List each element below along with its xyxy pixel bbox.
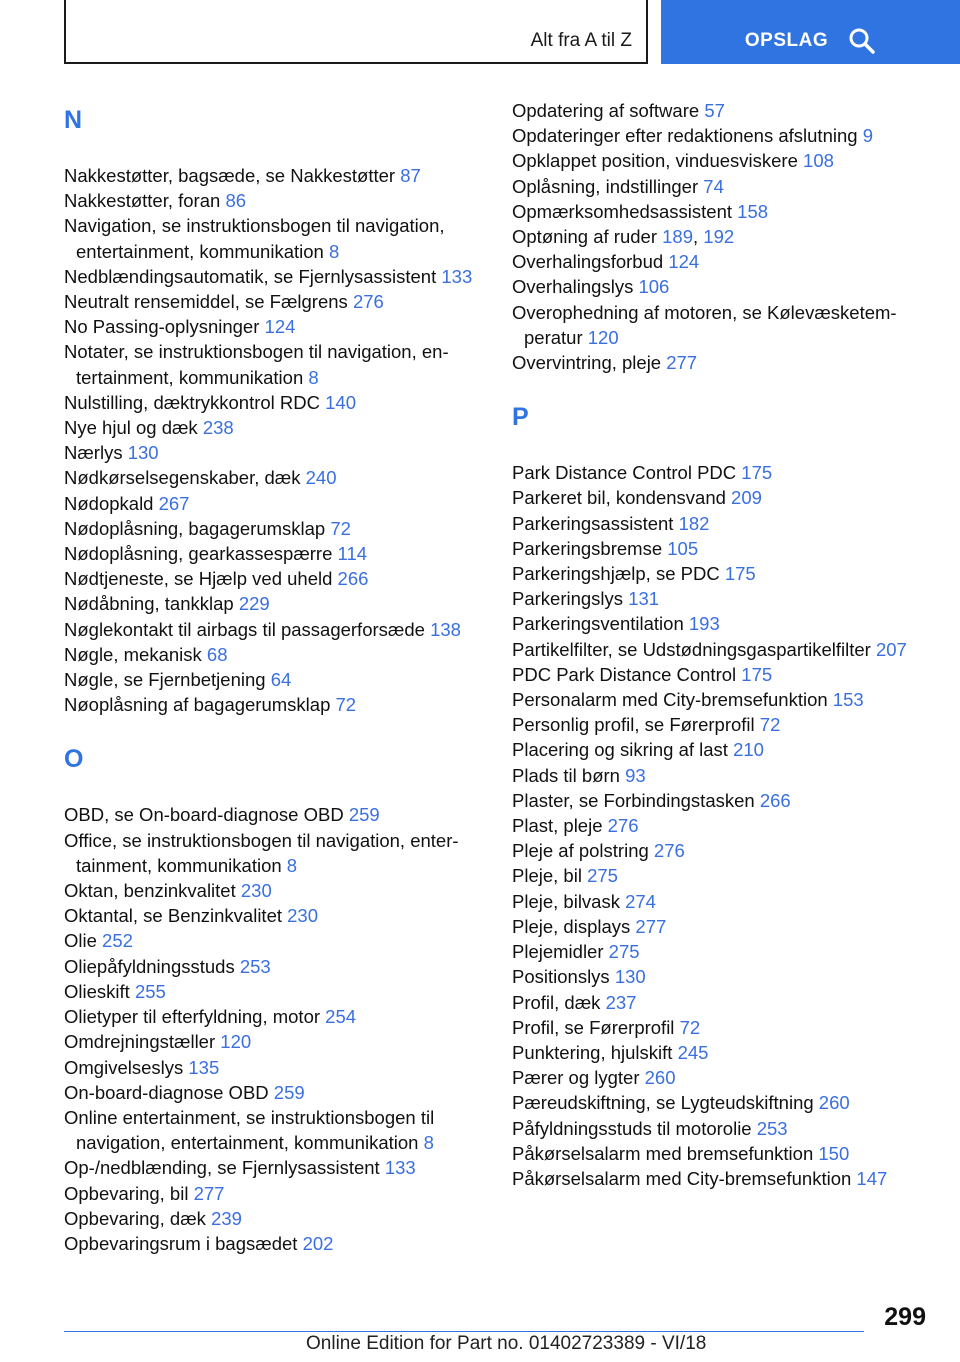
index-entry: [64, 1155, 484, 1180]
index-entry: [512, 1090, 932, 1115]
index-entry-text: Nøgle, se Fjernbetjening: [64, 669, 271, 691]
index-entry-text: Påfyldningsstuds til motorolie: [512, 1117, 757, 1139]
index-entry: [64, 1080, 484, 1105]
page-reference-link[interactable]: 147: [856, 1167, 888, 1189]
index-entry: [512, 249, 932, 274]
page-reference-link[interactable]: 209: [731, 487, 762, 509]
index-entry: [512, 98, 932, 123]
index-entry-text: Nødtjeneste, se Hjælp ved uheld: [64, 568, 338, 590]
index-entry-text: Partikelfilter, se Udstødningsgaspartikelfilter: [512, 638, 876, 660]
index-entry: [64, 415, 484, 440]
page-reference-link[interactable]: 72: [759, 714, 781, 736]
index-entry-text: Olietyper til efterfyldning, motor: [64, 1006, 326, 1028]
index-entry-text: Office, se instruktionsbogen til navigation, entertainment, kommunikation: [64, 829, 459, 876]
page-reference-link[interactable]: 240: [305, 467, 337, 489]
page-reference-link[interactable]: 266: [759, 789, 791, 811]
index-entry: [64, 1105, 484, 1155]
header-tab-alt-fra-a-til-z[interactable]: [64, 0, 648, 64]
header-tab-opslag-label[interactable]: OPSLAG: [744, 30, 829, 51]
index-entry-text: Pærer og lygter: [512, 1067, 645, 1089]
index-entry-text: Nødoplåsning, gearkassespærre: [64, 543, 338, 565]
page-reference-link[interactable]: 9: [862, 125, 873, 147]
index-entry: [64, 339, 484, 389]
index-entry: [512, 511, 932, 536]
page-reference-link[interactable]: 277: [193, 1182, 225, 1204]
index-entry: [512, 1065, 932, 1090]
page-reference-link[interactable]: 93: [625, 764, 646, 786]
page-reference-link[interactable]: 276: [352, 291, 384, 313]
index-entry-text: Påkørselsalarm med bremsefunktion: [512, 1142, 819, 1164]
index-entry-text: Parkeret bil, kondensvand: [512, 487, 732, 509]
index-entry: [512, 964, 932, 989]
page-reference-link[interactable]: 158: [737, 200, 769, 222]
index-entry: [64, 642, 484, 667]
page-reference-link[interactable]: 105: [667, 537, 699, 559]
index-entry-text: Profil, se Førerprofil: [512, 1016, 680, 1038]
index-entry: [512, 611, 932, 636]
index-entry: [512, 1040, 932, 1065]
index-entry: [512, 1116, 932, 1141]
index-entry: [64, 903, 484, 928]
index-entry-text: Nødoplåsning, bagagerumsklap: [64, 517, 331, 539]
index-entry: [512, 274, 932, 299]
index-entry-text: Profil, dæk: [512, 991, 606, 1013]
page-reference-link[interactable]: 8: [308, 366, 319, 388]
index-entry: Optøning af ruder 189, 192: [512, 226, 735, 248]
index-entry-text: Personalarm med City-bremsefunktion: [512, 689, 833, 711]
index-entry: [64, 188, 484, 213]
index-entry-text: OBD, se On-board-diagnose OBD: [64, 804, 349, 826]
index-entry-text: Park Distance Control PDC: [512, 462, 742, 484]
index-entry-text: Nøoplåsning af bagagerumsklap: [64, 694, 336, 716]
page-reference-link[interactable]: 135: [188, 1056, 220, 1078]
page-reference-link[interactable]: 57: [704, 100, 725, 121]
index-entry-text: Parkeringsventilation: [512, 613, 689, 635]
page-reference-link[interactable]: 260: [818, 1092, 850, 1114]
index-entry-text: Oktan, benzinkvalitet: [64, 880, 241, 902]
index-entry-text: Personlig profil, se Førerprofil: [512, 714, 760, 736]
index-entry: [64, 1029, 484, 1054]
page-reference-link[interactable]: 120: [587, 326, 619, 348]
page-reference-link[interactable]: 130: [127, 442, 159, 464]
page-reference-link[interactable]: 277: [635, 915, 667, 937]
index-entry-text: Plaster, se Forbindingstasken: [512, 789, 760, 811]
page-reference-link[interactable]: 239: [211, 1207, 242, 1229]
index-entry-text: Oktantal, se Benzinkvalitet: [64, 905, 288, 927]
page-reference-link[interactable]: 253: [239, 955, 271, 977]
page-reference-link[interactable]: 277: [666, 352, 698, 374]
page-reference-link[interactable]: 275: [587, 865, 618, 887]
index-entry: [512, 1166, 932, 1191]
index-entry-text: Omgivelseslys: [64, 1056, 189, 1078]
index-entry: [512, 637, 932, 662]
index-entry: [64, 802, 484, 827]
index-entry-text: Nøglekontakt til airbags til passagerforsæde: [64, 618, 431, 640]
index-entry: [512, 199, 932, 224]
index-entry: [512, 662, 932, 687]
index-entry: [512, 990, 932, 1015]
index-entry: [512, 763, 932, 788]
page-reference-link[interactable]: 202: [302, 1232, 334, 1254]
index-entry-text: Optøning af ruder: [512, 226, 663, 248]
index-entry-text: On-board-diagnose OBD: [64, 1081, 274, 1103]
page-reference-link[interactable]: 267: [158, 492, 190, 514]
index-entry-text: Pleje af polstring: [512, 840, 654, 862]
index-entry-text: Oliepåfyldningsstuds: [64, 955, 240, 977]
page-reference-link[interactable]: 175: [741, 462, 773, 484]
index-entry-text: Parkeringsassistent: [512, 512, 679, 534]
page-reference-link[interactable]: 175: [724, 563, 756, 585]
index-entry-text: Neutralt rensemiddel, se Fælgrens: [64, 291, 353, 313]
index-entry: [64, 390, 484, 415]
page-reference-link[interactable]: 68: [206, 643, 228, 665]
index-entry: [64, 163, 484, 188]
index-entry-text: Nakkestøtter, bagsæde, se Nakkestøtter: [64, 165, 401, 186]
page-reference-link[interactable]: 114: [337, 543, 368, 565]
index-entry-text: Navigation, se instruktionsbogen til navigation, entertainment, kommunikation: [64, 215, 445, 262]
index-entry: [512, 813, 932, 838]
footer-divider: [64, 1331, 864, 1332]
index-entry-text: Opklappet position, vinduesviskere: [512, 150, 804, 172]
index-entry: [512, 939, 932, 964]
page-reference-link[interactable]: 254: [325, 1006, 357, 1028]
page-reference-link[interactable]: 72: [335, 694, 357, 716]
index-entry-text: Opdatering af software: [512, 100, 705, 121]
page-reference-link[interactable]: 255: [134, 980, 166, 1002]
index-entry-text: Pleje, displays: [512, 915, 636, 937]
page-reference-link[interactable]: 120: [220, 1031, 252, 1053]
index-entry: [64, 1181, 484, 1206]
index-column-left: [64, 98, 484, 1256]
index-entry-text: Plejemidler: [512, 941, 609, 963]
index-entry: [64, 314, 484, 339]
index-entry: [512, 788, 932, 813]
page-reference-link[interactable]: 8: [286, 854, 298, 876]
index-entry: [512, 1015, 932, 1040]
index-entry: [512, 1141, 932, 1166]
page-reference-link[interactable]: 230: [240, 880, 272, 902]
index-entry-text: Olie: [64, 930, 103, 952]
index-letter-heading: P: [512, 403, 529, 432]
index-entry-text: Overophedning af motoren, se Kølevæsketemperatur: [512, 301, 897, 348]
index-entry: [64, 1004, 484, 1029]
index-entry-text: Plads til børn: [512, 764, 626, 786]
index-entry: [64, 1055, 484, 1080]
page-reference-link[interactable]: 74: [703, 175, 724, 197]
index-entry-text: Omdrejningstæller: [64, 1031, 221, 1053]
page-reference-link[interactable]: 64: [270, 669, 292, 691]
search-icon[interactable]: [848, 27, 876, 55]
index-entry-text: Parkeringshjælp, se PDC: [512, 563, 725, 585]
index-entry: [64, 440, 484, 465]
index-entry: [64, 979, 484, 1004]
index-entry-text: Pleje, bil: [512, 865, 588, 887]
footer-edition-text: Online Edition for Part no. 01402723389 - VI/18: [306, 1333, 707, 1354]
index-entry: [64, 289, 484, 314]
index-entry-text: Pæreudskiftning, se Lygteudskiftning: [512, 1092, 819, 1114]
page-reference-link[interactable]: 131: [628, 588, 660, 610]
header-tab-opslag[interactable]: [661, 0, 960, 64]
page-reference-link[interactable]: 108: [803, 150, 834, 172]
index-entry: [512, 737, 932, 762]
page-reference-link[interactable]: 207: [875, 638, 907, 660]
index-entry-text: Oplåsning, indstillinger: [512, 175, 704, 197]
index-entry: [512, 485, 932, 510]
page-reference-link[interactable]: 130: [614, 966, 646, 988]
index-entry: [512, 561, 932, 586]
index-entry-text: Opmærksomhedsassistent: [512, 200, 738, 222]
page-reference-link[interactable]: 259: [273, 1081, 305, 1103]
index-entry: [512, 300, 932, 350]
index-entry-text: Opbevaring, bil: [64, 1182, 194, 1204]
index-entry-text: Placering og sikring af last: [512, 739, 734, 761]
index-entry-text: Parkeringsbremse: [512, 537, 668, 559]
page-reference-link[interactable]: 106: [638, 276, 670, 298]
index-entry: [512, 123, 932, 148]
index-entry: [512, 838, 932, 863]
page-reference-link[interactable]: 175: [741, 663, 773, 685]
index-entry: [64, 591, 484, 616]
index-entry: [512, 863, 932, 888]
page-reference-link[interactable]: 259: [348, 804, 380, 826]
page-reference-link[interactable]: 260: [644, 1067, 676, 1089]
index-entry: [512, 174, 932, 199]
page-reference-link[interactable]: 133: [441, 265, 473, 287]
index-entry-text: Pleje, bilvask: [512, 890, 626, 912]
page-reference-link[interactable]: 182: [678, 512, 710, 534]
page-reference-link[interactable]: 238: [202, 417, 234, 439]
page-reference-link[interactable]: 210: [733, 739, 764, 761]
index-entry: [512, 889, 932, 914]
index-entry: [64, 566, 484, 591]
page-reference-link[interactable]: 245: [677, 1041, 709, 1063]
index-entry: [64, 516, 484, 541]
page-reference-link[interactable]: 8: [423, 1132, 434, 1154]
page-reference-link[interactable]: 193: [688, 613, 720, 635]
page-reference-link[interactable]: 153: [832, 689, 864, 711]
index-entry: [512, 914, 932, 939]
page-reference-link[interactable]: 276: [653, 840, 685, 862]
index-entry-text: Nakkestøtter, foran: [64, 190, 226, 212]
page-reference-link[interactable]: 140: [325, 391, 356, 413]
index-entry-text: Nødkørselsegenskaber, dæk: [64, 467, 306, 489]
index-entry: [64, 928, 484, 953]
index-entry-text: Nedblændingsautomatik, se Fjernlysassistent: [64, 265, 442, 287]
index-column-right: [512, 98, 932, 1191]
page-reference-link[interactable]: 8: [328, 240, 340, 262]
index-entry-text: Nulstilling, dæktrykkontrol RDC: [64, 391, 326, 413]
index-entry-text: Nødopkald: [64, 492, 159, 514]
header-tab-label[interactable]: Alt fra A til Z: [530, 30, 632, 51]
index-entry-text: Opbevaring, dæk: [64, 1207, 212, 1229]
index-letter-heading: O: [64, 745, 84, 774]
page-reference-link[interactable]: 229: [238, 593, 270, 615]
index-entry-text: Punktering, hjulskift: [512, 1041, 678, 1063]
page-reference-link[interactable]: 133: [384, 1157, 416, 1179]
page-reference-link[interactable]: 189: [662, 226, 694, 248]
page-reference-link[interactable]: 253: [756, 1117, 788, 1139]
index-entry-text: No Passing-oplysninger: [64, 316, 265, 338]
index-entry: [512, 148, 932, 173]
index-entry: [64, 491, 484, 516]
index-entry-text: Nærlys: [64, 442, 128, 464]
page-reference-link[interactable]: 124: [264, 316, 296, 338]
page-reference-link[interactable]: 138: [430, 618, 461, 640]
index-entry-text: Opdateringer efter redaktionens afslutning: [512, 125, 863, 147]
index-entry: [64, 213, 484, 263]
page-reference-link[interactable]: 192: [703, 226, 735, 248]
index-entry-text: Notater, se instruktionsbogen til navigation, entertainment, kommunikation: [64, 341, 449, 388]
index-entry: [64, 692, 484, 717]
index-entry: [64, 1206, 484, 1231]
index-letter-heading: N: [64, 106, 83, 134]
index-entry: [512, 712, 932, 737]
page-reference-link[interactable]: 124: [668, 251, 700, 273]
index-entry: [64, 617, 484, 642]
index-entry-text: Plast, pleje: [512, 815, 608, 837]
index-entry-text: Nye hjul og dæk: [64, 417, 203, 439]
index-entry: [512, 536, 932, 561]
page-reference-link[interactable]: 87: [400, 165, 421, 186]
index-entry-text: Opbevaringsrum i bagsædet: [64, 1232, 303, 1254]
index-entry-text: Nøgle, mekanisk: [64, 643, 207, 665]
index-entry: [64, 667, 484, 692]
index-entry: [64, 1231, 484, 1256]
index-entry: [512, 460, 932, 485]
page-reference-link[interactable]: 276: [607, 815, 639, 837]
index-entry-text: Overhalingslys: [512, 276, 639, 298]
page-reference-link[interactable]: 150: [818, 1142, 850, 1164]
index-entry-text: Olieskift: [64, 980, 135, 1002]
index-entry: [64, 541, 484, 566]
page-reference-link[interactable]: 274: [625, 890, 656, 912]
page-reference-link[interactable]: 266: [337, 568, 369, 590]
index-entry-text: Påkørselsalarm med City-bremsefunktion: [512, 1167, 857, 1189]
page-number: 299: [884, 1303, 926, 1331]
index-entry-text: Parkeringslys: [512, 588, 629, 610]
index-entry: [64, 465, 484, 490]
page-reference-link[interactable]: 252: [102, 930, 133, 952]
page-reference-link[interactable]: 237: [605, 991, 637, 1013]
index-entry-text: Op-/nedblænding, se Fjernlysassistent: [64, 1157, 385, 1179]
page-reference-link[interactable]: 275: [608, 941, 640, 963]
page-reference-link[interactable]: 72: [330, 517, 351, 539]
index-entry-text: Overhalingsforbud: [512, 251, 669, 273]
index-entry: [512, 687, 932, 712]
index-entry: [64, 954, 484, 979]
index-entry: [64, 828, 484, 878]
page-reference-link[interactable]: 86: [225, 190, 247, 212]
index-entry: [512, 350, 932, 375]
index-entry: [64, 264, 484, 289]
index-entry: [64, 878, 484, 903]
index-entry-text: Nødåbning, tankklap: [64, 593, 239, 615]
index-entry-text: Online entertainment, se instruktionsbogen til navigation, entertainment, kommunikation: [64, 1106, 435, 1154]
index-entry-text: Positionslys: [512, 966, 615, 988]
index-entry: [512, 586, 932, 611]
page-reference-link[interactable]: 72: [679, 1016, 701, 1038]
index-entry-text: Overvintring, pleje: [512, 352, 667, 374]
page-reference-link[interactable]: 230: [287, 905, 319, 927]
index-entry-text: PDC Park Distance Control: [512, 663, 742, 685]
